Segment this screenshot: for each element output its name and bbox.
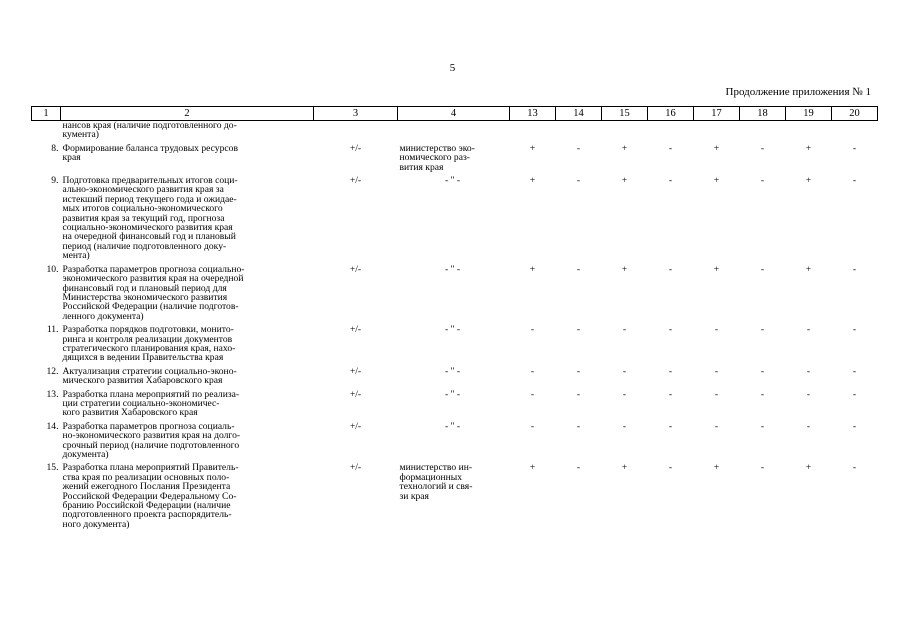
column-header-13: 13 (510, 107, 556, 121)
row-mark-col14: - (576, 324, 581, 336)
row-description-line: но-экономического развития края на долго- (62, 430, 241, 442)
row-description (61, 176, 314, 265)
row-mark-col17: - (714, 365, 719, 377)
row-mark-col20: - (852, 263, 857, 275)
row-number: 8. (51, 142, 59, 154)
row-description-line: Российской Федерации (наличие подготов- (62, 301, 239, 313)
row-mark-col13: + (529, 175, 536, 187)
row-responsible-line: министерство эко- (399, 142, 475, 154)
row-description-line: жений ежегодного Послания Президента (62, 481, 231, 493)
row-mark-col20: - (852, 388, 857, 400)
row-number: 14. (46, 420, 59, 432)
row-mark-col19: + (805, 142, 812, 154)
row-mark-col15: + (621, 142, 628, 154)
row-description-line: ально-экономического развития края за (62, 184, 224, 196)
row-mark-col17: - (714, 324, 719, 336)
row-description-line: Формирование баланса трудовых ресурсов (62, 142, 238, 154)
row-description-line: кого развития Хабаровского края (62, 407, 198, 419)
row-description-line: края (62, 152, 81, 164)
appendix-continuation-label: Продолжение приложения № 1 (725, 86, 871, 98)
row-description-line: бранию Российской Федерации (наличие (62, 500, 231, 512)
row-mark-col15: + (621, 175, 628, 187)
row-mark-col17: - (714, 420, 719, 432)
table-row (32, 390, 878, 422)
row-description-line: Актуализация стратегии социально-эконо- (62, 365, 237, 377)
row-mark-col14: - (576, 365, 581, 377)
column-header-15: 15 (602, 107, 648, 121)
column-header-2: 2 (61, 107, 314, 121)
row-description-line: подготовленного проекта распорядитель- (62, 509, 232, 521)
table-row (32, 325, 878, 367)
carry-over-description-line: кумента) (62, 129, 99, 141)
row-responsible (398, 390, 510, 422)
row-mark-col19: - (806, 388, 811, 400)
row-description-line: ции стратегии социально-экономичес- (62, 397, 220, 409)
row-mark-col13: - (530, 388, 535, 400)
carry-over-number-cell (32, 121, 61, 144)
carry-over-description (61, 121, 314, 144)
row-description-line: Разработка плана мероприятий Правитель- (62, 462, 239, 474)
row-responsible-line: технологий и свя- (399, 481, 473, 493)
row-mark-col15: + (621, 263, 628, 275)
row-mark-col17: + (713, 175, 720, 187)
row-number: 9. (51, 175, 59, 187)
row-responsible (398, 367, 510, 390)
row-description-line: ства края по реализации основных поло- (62, 471, 230, 483)
row-col3-value: +/- (349, 324, 362, 336)
column-header-14: 14 (556, 107, 602, 121)
row-mark-col18: - (760, 263, 765, 275)
row-mark-col17: + (713, 263, 720, 275)
row-mark-col18: - (760, 142, 765, 154)
row-mark-col16: - (668, 142, 673, 154)
table-row (32, 367, 878, 390)
row-col3-value: +/- (349, 263, 362, 275)
row-description-line: истекший период текущего года и ожидае- (62, 193, 237, 205)
row-mark-col16: - (668, 388, 673, 400)
carry-over-row (32, 121, 878, 144)
row-description-line: дящихся в ведении Правительства края (62, 352, 224, 364)
row-number: 15. (46, 462, 59, 474)
row-mark-col17: + (713, 462, 720, 474)
row-mark-col17: + (713, 142, 720, 154)
row-mark-col20: - (852, 142, 857, 154)
row-mark-col20: - (852, 324, 857, 336)
row-mark-col16: - (668, 462, 673, 474)
row-mark-col14: - (576, 388, 581, 400)
row-mark-col19: - (806, 365, 811, 377)
row-mark-col13: + (529, 462, 536, 474)
row-col3-value: +/- (349, 388, 362, 400)
row-col3-value: +/- (349, 142, 362, 154)
row-responsible-line: номического раз- (399, 152, 470, 164)
row-responsible (398, 325, 510, 367)
row-mark-col14: - (576, 263, 581, 275)
row-mark-col20: - (852, 420, 857, 432)
row-mark-col20: - (852, 175, 857, 187)
row-mark-col19: - (806, 324, 811, 336)
row-responsible (398, 144, 510, 176)
column-header-18: 18 (740, 107, 786, 121)
row-mark-col15: - (622, 365, 627, 377)
header-row (32, 107, 878, 121)
column-header-17: 17 (694, 107, 740, 121)
row-col3-value: +/- (349, 365, 362, 377)
row-responsible-line: зи края (399, 490, 429, 502)
row-number: 10. (46, 263, 59, 275)
table-row (32, 463, 878, 533)
row-mark-col15: + (621, 462, 628, 474)
row-description-line: ринга и контроля реализации документов (62, 333, 233, 345)
row-mark-col13: + (529, 263, 536, 275)
row-description-line: Подготовка предварительных итогов соци- (62, 175, 238, 187)
row-mark-col13: - (530, 420, 535, 432)
appendix-table (31, 106, 878, 533)
row-mark-col20: - (852, 462, 857, 474)
row-description (61, 422, 314, 464)
row-responsible (398, 463, 510, 533)
row-mark-col15: - (622, 324, 627, 336)
row-description-line: Разработка плана мероприятий по реализа- (62, 388, 240, 400)
column-header-20: 20 (832, 107, 878, 121)
row-mark-col19: + (805, 462, 812, 474)
row-responsible-line: вития края (399, 161, 444, 173)
row-description (61, 390, 314, 422)
table-body (32, 121, 878, 534)
column-header-19: 19 (786, 107, 832, 121)
row-description (61, 144, 314, 176)
row-description-line: Министерства экономического развития (62, 291, 228, 303)
row-description-line: Разработка параметров прогноза социально- (62, 263, 245, 275)
table-row (32, 422, 878, 464)
carry-over-empty-cells (314, 121, 878, 144)
row-mark-col14: - (576, 420, 581, 432)
row-description (61, 325, 314, 367)
table-row (32, 144, 878, 176)
row-number: 12. (46, 365, 59, 377)
row-responsible-line: - " - (444, 388, 461, 400)
table-row (32, 176, 878, 265)
row-responsible (398, 422, 510, 464)
row-description-line: срочный период (наличие подготовленного (62, 439, 240, 451)
row-mark-col19: + (805, 263, 812, 275)
row-mark-col19: - (806, 420, 811, 432)
row-description-line: мента) (62, 250, 90, 262)
carry-over-description-line: нансов края (наличие подготовленного до- (62, 120, 237, 131)
row-description-line: развития края за текущий год, прогноза (62, 212, 225, 224)
row-description-line: мического развития Хабаровского края (62, 375, 223, 387)
row-mark-col20: - (852, 365, 857, 377)
row-responsible (398, 176, 510, 265)
row-col3-value: +/- (349, 175, 362, 187)
row-number: 13. (46, 388, 59, 400)
row-mark-col18: - (760, 175, 765, 187)
table-row (32, 265, 878, 325)
row-mark-col17: - (714, 388, 719, 400)
row-number: 11. (46, 324, 59, 336)
row-responsible-line: - " - (444, 324, 461, 336)
row-mark-col13: - (530, 324, 535, 336)
page-number: 5 (449, 62, 456, 74)
row-mark-col18: - (760, 388, 765, 400)
row-mark-col16: - (668, 263, 673, 275)
column-header-3: 3 (314, 107, 398, 121)
row-description-line: на очередной финансовый год и плановый (62, 231, 236, 243)
row-mark-col19: + (805, 175, 812, 187)
row-mark-col18: - (760, 365, 765, 377)
row-responsible-line: - " - (444, 175, 461, 187)
column-header-1: 1 (32, 107, 61, 121)
row-mark-col14: - (576, 175, 581, 187)
row-mark-col16: - (668, 175, 673, 187)
row-description-line: Разработка параметров прогноза социаль- (62, 420, 235, 432)
row-mark-col16: - (668, 324, 673, 336)
row-mark-col14: - (576, 142, 581, 154)
row-responsible-line: формационных (399, 471, 463, 483)
row-col3-value: +/- (349, 420, 362, 432)
row-description-line: период (наличие подготовленного доку- (62, 240, 227, 252)
row-description (61, 463, 314, 533)
row-description-line: Российской Федерации Федеральному Со- (62, 490, 237, 502)
column-header-16: 16 (648, 107, 694, 121)
row-mark-col18: - (760, 324, 765, 336)
row-description (61, 367, 314, 390)
row-responsible-line: - " - (444, 263, 461, 275)
row-mark-col13: + (529, 142, 536, 154)
row-mark-col15: - (622, 388, 627, 400)
row-mark-col18: - (760, 420, 765, 432)
row-mark-col16: - (668, 420, 673, 432)
row-description-line: ленного документа) (62, 310, 144, 322)
row-description-line: ного документа) (62, 518, 130, 530)
row-description-line: социально-экономического развития края (62, 222, 233, 234)
row-description-line: документа) (62, 449, 109, 460)
row-description-line: стратегического планирования края, нахо- (62, 342, 236, 354)
row-mark-col16: - (668, 365, 673, 377)
row-responsible-line: - " - (444, 365, 461, 377)
row-mark-col14: - (576, 462, 581, 474)
row-mark-col15: - (622, 420, 627, 432)
row-description-line: мых итогов социально-экономического (62, 203, 223, 215)
row-responsible (398, 265, 510, 325)
row-responsible-line: - " - (444, 420, 461, 432)
row-description-line: экономического развития края на очередной (62, 273, 244, 285)
row-col3-value: +/- (349, 462, 362, 474)
row-mark-col13: - (530, 365, 535, 377)
row-description-line: финансовый год и плановый период для (62, 282, 227, 294)
row-responsible-line: министерство ин- (399, 462, 473, 474)
column-header-4: 4 (398, 107, 510, 121)
row-description (61, 265, 314, 325)
row-mark-col18: - (760, 462, 765, 474)
row-description-line: Разработка порядков подготовки, монито- (62, 324, 234, 336)
